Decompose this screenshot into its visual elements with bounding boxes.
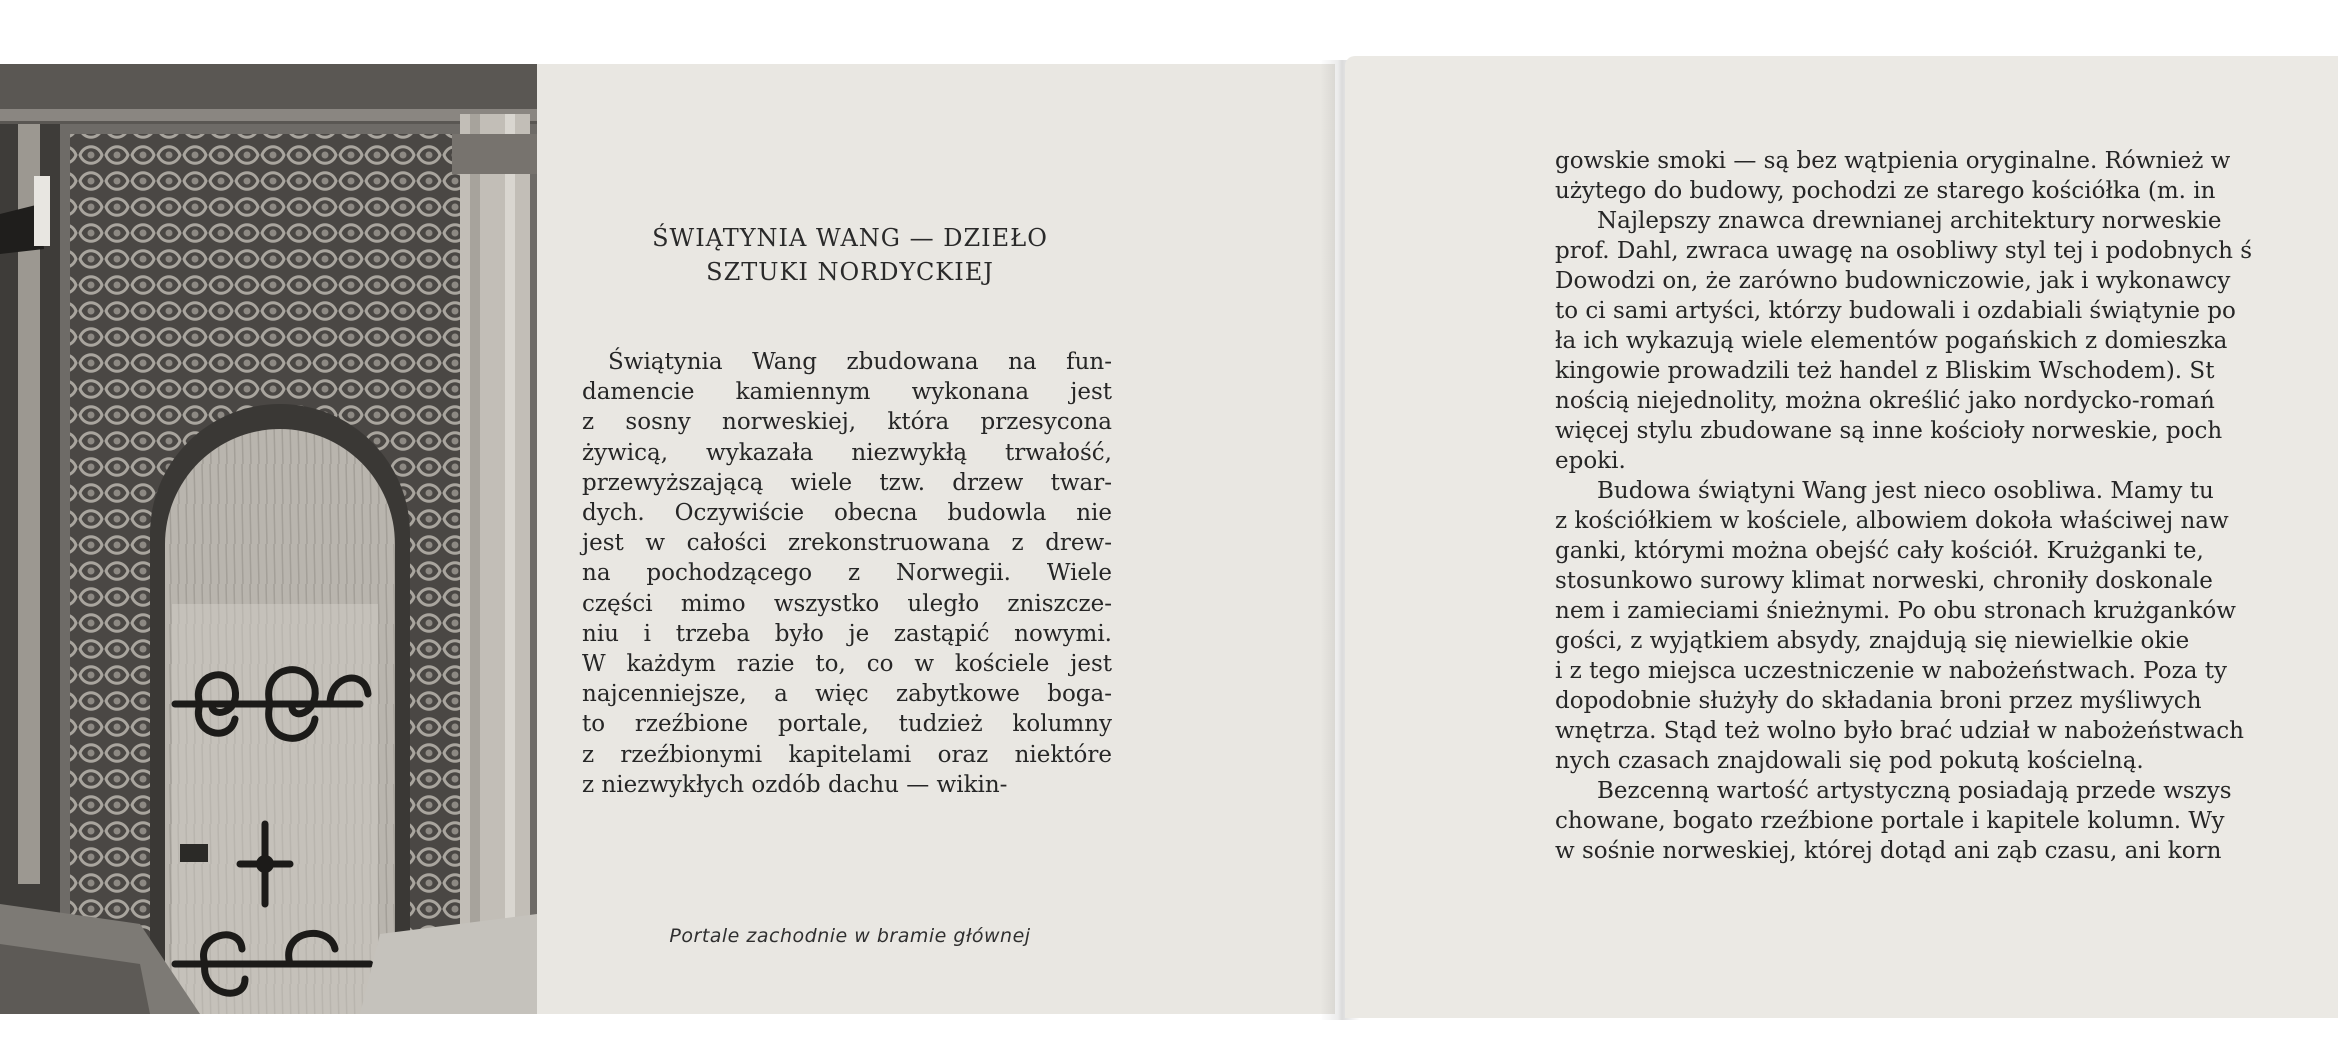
photo-caption: Portale zachodnie w bramie głównej xyxy=(669,925,1031,947)
text-line: Bezcenną wartość artystyczną posiadają przede wszys xyxy=(1597,778,2232,804)
text-line: stosunkowo surowy klimat norweski, chroniły doskonale xyxy=(1555,568,2213,594)
left-body-text xyxy=(582,347,1112,800)
text-line: prof. Dahl, zwraca uwagę na osobliwy styl tej i podobnych ś xyxy=(1555,238,2253,264)
text-line: Świątynia Wang zbudowana na fun- xyxy=(608,349,1112,375)
left-page xyxy=(0,64,1335,1014)
text-line: Budowa świątyni Wang jest nieco osobliwa. Mamy tu xyxy=(1597,478,2214,504)
text-line: na pochodzącego z Norwegii. Wiele xyxy=(582,560,1112,587)
right-body-text xyxy=(1555,146,2338,866)
text-line: z kościółkiem w kościele, albowiem dokoła właściwej naw xyxy=(1555,508,2229,534)
chapter-title-line-1: ŚWIĄTYNIA WANG — DZIEŁO xyxy=(652,224,1048,252)
text-line: z rzeźbionymi kapitelami oraz niektóre xyxy=(582,741,1112,768)
text-line: przewyższającą wiele tzw. drzew twar- xyxy=(582,469,1112,496)
text-line: to ci sami artyści, którzy budowali i ozdabiali świątynie po xyxy=(1555,298,2236,324)
text-line: kingowie prowadzili też handel z Bliskim Wschodem). St xyxy=(1555,358,2215,384)
text-line: nem i zamieciami śnieżnymi. Po obu stronach krużganków xyxy=(1555,598,2236,624)
text-line: i z tego miejsca uczestniczenie w nabożeństwach. Poza ty xyxy=(1555,658,2227,684)
text-line: użytego do budowy, pochodzi ze starego kościółka (m. in xyxy=(1555,178,2216,204)
text-line: w sośnie norweskiej, której dotąd ani ząb czasu, ani korn xyxy=(1555,838,2222,864)
text-line: najcenniejsze, a więc zabytkowe boga- xyxy=(582,681,1112,708)
text-line: jest w całości zrekonstruowana z drew- xyxy=(582,530,1112,557)
text-line: epoki. xyxy=(1555,448,1626,474)
photo-illustration xyxy=(0,64,537,1014)
text-line: żywicą, wykazała niezwykłą trwałość, xyxy=(582,439,1112,466)
text-line: nością niejednolity, można określić jako nordycko-romań xyxy=(1555,388,2215,414)
chapter-title-line-2: SZTUKI NORDYCKIEJ xyxy=(706,258,994,286)
text-line: z niezwykłych ozdób dachu — wikin- xyxy=(582,771,1008,798)
chapter-title xyxy=(570,221,1130,289)
text-line: ła ich wykazują wiele elementów pogańskich z domieszka xyxy=(1555,328,2228,354)
text-line: wnętrza. Stąd też wolno było brać udział w nabożeństwach xyxy=(1555,718,2244,744)
text-line: gowskie smoki — są bez wątpienia oryginalne. Również w xyxy=(1555,148,2231,174)
text-line: niu i trzeba było je zastąpić nowymi. xyxy=(582,620,1112,647)
text-line: to rzeźbione portale, tudzież kolumny xyxy=(582,711,1112,738)
text-line: Dowodzi on, że zarówno budowniczowie, jak i wykonawcy xyxy=(1555,268,2231,294)
carved-portal-photo xyxy=(0,64,537,1014)
text-line: gości, z wyjątkiem absydy, znajdują się niewielkie okie xyxy=(1555,628,2190,654)
text-line: dopodobnie służyły do składania broni przez myśliwych xyxy=(1555,688,2202,714)
text-line: W każdym razie to, co w kościele jest xyxy=(582,651,1112,678)
text-line: chowane, bogato rzeźbione portale i kapitele kolumn. Wy xyxy=(1555,808,2225,834)
text-line: części mimo wszystko uległo zniszcze- xyxy=(582,590,1112,617)
text-line: dych. Oczywiście obecna budowla nie xyxy=(582,500,1112,527)
text-line: nych czasach znajdowali się pod pokutą kościelną. xyxy=(1555,748,2144,774)
text-line: Najlepszy znawca drewnianej architektury norweskie xyxy=(1597,208,2222,234)
text-line: z sosny norweskiej, która przesycona xyxy=(582,409,1112,436)
text-line: damencie kamiennym wykonana jest xyxy=(582,379,1112,406)
text-line: ganki, którymi można obejść cały kościół. Krużganki te, xyxy=(1555,538,2204,564)
text-line: więcej stylu zbudowane są inne kościoły norweskie, poch xyxy=(1555,418,2223,444)
